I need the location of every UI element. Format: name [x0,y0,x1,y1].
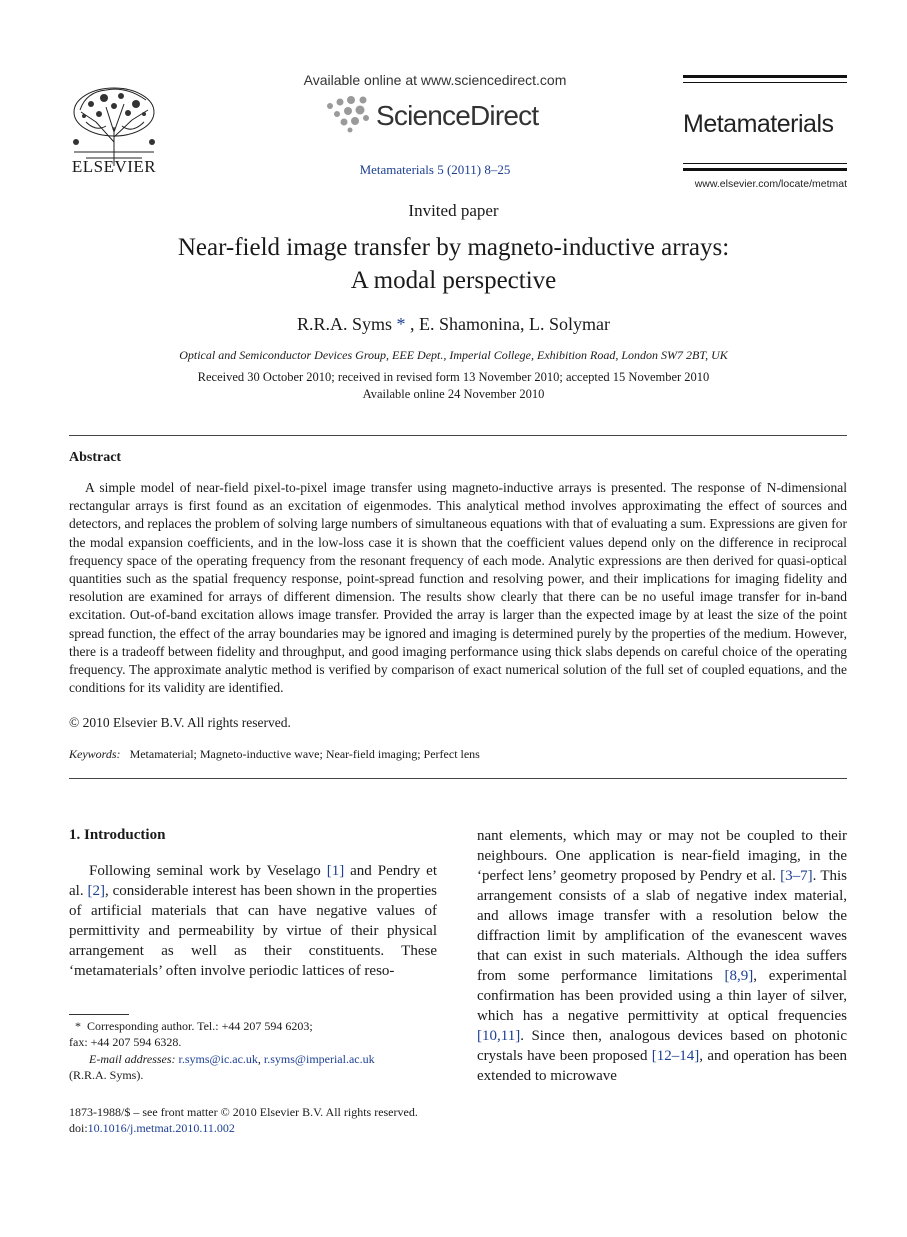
email-footnote [69,1051,437,1083]
email-link[interactable]: r.syms@ic.ac.uk [178,1052,258,1066]
citation-link[interactable]: [2] [87,883,105,899]
body-text: Following seminal work by Veselago [89,863,327,879]
issn-line: 1873-1988/$ – see front matter © 2010 Elsevier B.V. All rights reserved. [69,1105,418,1119]
email-label: E-mail addresses: [89,1052,176,1066]
citation-link[interactable]: [3–7] [780,868,813,884]
available-online-date: Available online 24 November 2010 [362,387,545,401]
email-link[interactable]: r.syms@imperial.ac.uk [263,1052,375,1066]
citation-link[interactable]: [10,11] [477,1028,521,1044]
abstract-text: A simple model of near-field pixel-to-pixel image transfer using magneto-inductive arrays is presented. The response of N-dimensional rectangular arrays is first found as an excitation of eigenmodes. This analytical method involves approximating the effect of sources and detectors, and replaces the problem of solving large numbers of simultaneous equations with that of evaluating a sum. Expressions are given for the modal expansion coefficients, and in the low-loss case it is shown that the coefficient values depend only on the difference in reciprocal frequency space of the operating frequency from the resonant frequency of each mode. Analytic expressions are then derived for quasi-optical quantities such as the spatial frequency response, point-spread function and resolving power, and their implications for imaging fidelity and resolution are examined for arrays of different dimension. The results show clearly that there can be no useful image transfer for in-band excitation. Out-of-band excitation allows image transfer. Provided the array is larger than the expected image by at least the size of the point spread function, the effect of the array boundaries may be ignored and imaging is determined purely by the properties of the medium. However, there is a tradeoff between fidelity and throughput, and good imaging performance using thick slabs depends on careful choice of the operating frequency. The approximate analytic method is verified by comparison of exact numerical solution of the full set of coupled equations, and the conditions for its validity are identified. [69,480,847,696]
divider [69,778,847,779]
citation-link[interactable]: [1] [326,863,345,879]
journal-name: Metamaterials [683,110,834,138]
corresponding-author-mark[interactable]: * [396,314,406,334]
corresponding-author-footnote [69,1018,437,1050]
divider [69,435,847,436]
citation-link[interactable]: [8,9] [724,968,754,984]
body-text-right-column [477,826,847,1086]
body-text: and Pendry et al. [69,863,437,899]
copyright-notice: © 2010 Elsevier B.V. All rights reserved. [69,715,291,730]
issn-doi-block [69,1104,469,1136]
body-text-left-column [69,861,437,981]
journal-banner-rule [683,82,847,83]
body-text: , considerable interest has been shown in the properties of artificial materials that can have negative values of permittivity and permeability by virtue of their physical arrangement as well as their constituents. These ‘metamaterials’ often involve periodic lattices of reso- [69,883,438,979]
received-dates: Received 30 October 2010; received in revised form 13 November 2010; accepted 15 November 2010 [197,370,710,384]
journal-banner-rule [683,168,847,171]
journal-reference-link[interactable]: Metamaterials 5 (2011) 8–25 [359,162,511,177]
available-online-text: Available online at www.sciencedirect.com [303,72,567,88]
author-name: R.R.A. Syms [296,314,393,334]
doi-label: doi: [69,1121,88,1135]
author-names: , E. Shamonina, L. Solymar [410,314,610,334]
sciencedirect-wordmark: ScienceDirect [376,100,539,131]
author-list [0,314,907,335]
paper-title-line-2: A modal perspective [350,267,557,294]
body-text: . Since then, analogous devices based on photonic crystals have been proposed [477,1028,847,1064]
section-heading-introduction: 1. Introduction [69,827,166,843]
body-text: , and operation has been extended to microwave [477,1048,847,1084]
body-text: nant elements, which may or may not be coupled to their neighbours. One application is near-field imaging, in the ‘perfect lens’ geometry proposed by Pendry et al. [477,828,847,884]
publisher-name: ELSEVIER [71,157,157,176]
email-owner: (R.R.A. Syms). [69,1068,144,1082]
body-text: . This arrangement consists of a slab of negative index material, and allows image transfer with a resolution below the diffraction limit by amplification of the evanescent waves that can exist in such materials. Although the idea suffers from some performance limitations [477,868,847,984]
paper-type: Invited paper [408,201,499,220]
affiliation: Optical and Semiconductor Devices Group, EEE Dept., Imperial College, Exhibition Road, London SW7 2BT, UK [179,348,728,362]
keywords [69,747,480,762]
keywords-list: Metamaterial; Magneto-inductive wave; Near-field imaging; Perfect lens [129,747,480,761]
journal-url-link[interactable]: www.elsevier.com/locate/metmat [694,178,847,190]
abstract-heading: Abstract [69,450,122,465]
footnote-phone: * Corresponding author. Tel.: +44 207 594 6203; [69,1019,313,1033]
keywords-label: Keywords: [69,747,121,761]
body-text: , experimental confirmation has been provided using a thin layer of silver, which has a negative permittivity at optical frequencies [477,968,847,1024]
email-separator: , [257,1052,264,1066]
journal-banner-rule [683,163,847,164]
journal-banner-rule [683,75,847,78]
footnote-rule [69,1014,129,1015]
paper-title-line-1: Near-field image transfer by magneto-inductive arrays: [177,234,730,261]
footnote-fax: fax: +44 207 594 6328. [69,1035,182,1049]
doi-link[interactable]: 10.1016/j.metmat.2010.11.002 [87,1121,235,1135]
citation-link[interactable]: [12–14] [651,1048,700,1064]
